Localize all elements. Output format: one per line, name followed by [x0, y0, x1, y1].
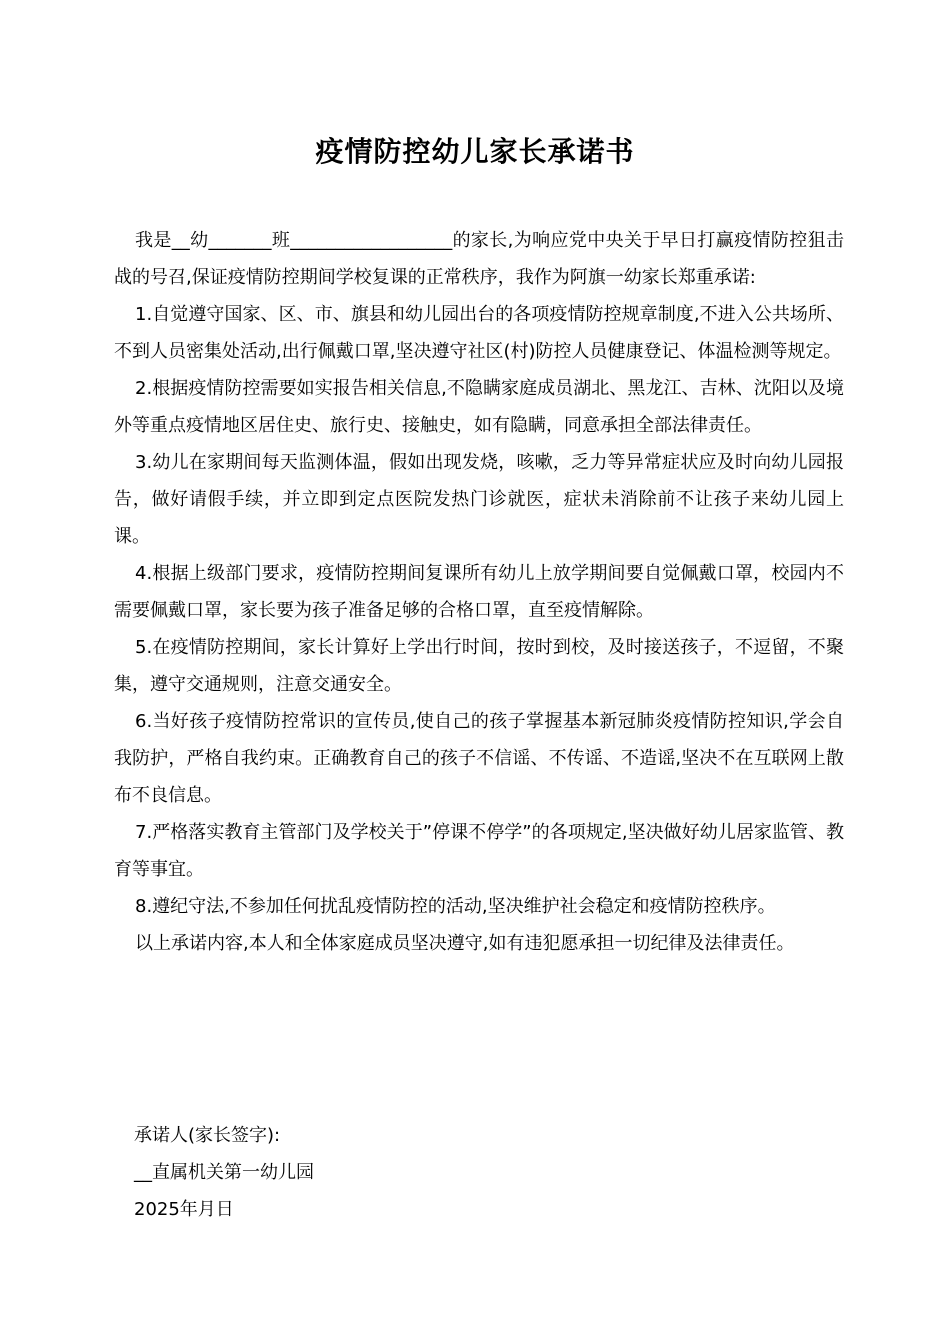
document-body — [114, 222, 844, 962]
document-title: 疫情防控幼儿家长承诺书 — [315, 135, 635, 168]
pledge-item-2: 2.根据疫情防控需要如实报告相关信息,不隐瞒家庭成员湖北、黑龙江、吉林、沈阳以及境外等重点疫情地区居住史、旅行史、接触史，如有隐瞒，同意承担全部法律责任。 — [114, 378, 844, 436]
pledge-item-6: 6.当好孩子疫情防控常识的宣传员,使自己的孩子掌握基本新冠肺炎疫情防控知识,学会自我防护，严格自我约束。正确教育自己的孩子不信谣、不传谣、不造谣,坚决不在互联网上散布不良信息。 — [114, 711, 844, 806]
pledge-item-5: 5.在疫情防控期间，家长计算好上学出行时间，按时到校，及时接送孩子，不逗留，不聚集，遵守交通规则，注意交通安全。 — [114, 637, 844, 695]
pledge-item-7: 7.严格落实教育主管部门及学校关于”停课不停学”的各项规定,坚决做好幼儿居家监管、教育等事宜。 — [114, 822, 844, 880]
pledge-item-1: 1.自觉遵守国家、区、市、旗县和幼儿园出台的各项疫情防控规章制度,不进入公共场所、不到人员密集处活动,出行佩戴口罩,坚决遵守社区(村)防控人员健康登记、体温检测等规定。 — [114, 304, 844, 362]
closing-statement: 以上承诺内容,本人和全体家庭成员坚决遵守,如有违犯愿承担一切纪律及法律责任。 — [135, 933, 795, 954]
pledge-item-8: 8.遵纪守法,不参加任何扰乱疫情防控的活动,坚决维护社会稳定和疫情防控秩序。 — [135, 896, 776, 917]
organization-name: __直属机关第一幼儿园 — [134, 1162, 314, 1183]
signer-label: 承诺人(家长签字): — [134, 1125, 281, 1146]
signature-date: 2025年月日 — [134, 1199, 234, 1220]
pledge-item-3: 3.幼儿在家期间每天监测体温，假如出现发烧，咳嗽，乏力等异常症状应及时向幼儿园报告，做好请假手续，并立即到定点医院发热门诊就医，症状未消除前不让孩子来幼儿园上课。 — [114, 452, 844, 547]
signature-block — [134, 1117, 314, 1228]
pledge-item-4: 4.根据上级部门要求，疫情防控期间复课所有幼儿上放学期间要自觉佩戴口罩，校园内不需要佩戴口罩，家长要为孩子准备足够的合格口罩，直至疫情解除。 — [114, 563, 844, 621]
intro-paragraph: 我是__幼_______班__________________的家长,为响应党中央关于早日打赢疫情防控狙击战的号召,保证疫情防控期间学校复课的正常秩序，我作为阿旗一幼家长郑重承诺: — [114, 230, 844, 288]
